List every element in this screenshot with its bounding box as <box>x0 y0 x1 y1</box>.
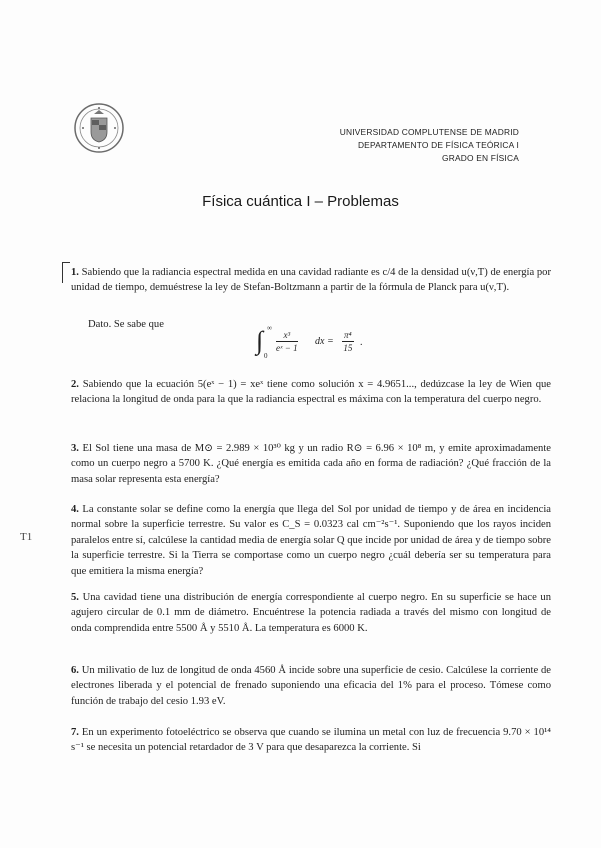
problem-text: Una cavidad tiene una distribución de energía correspondiente al cuerpo negro. En su superficie se hace un agujero circular de 0.1 mm de diámetro. Encuéntrese la potencia radiada a través del mismo con longitud de onda comprendida entre 5500 Å y 5510 Å. La temperatura es 6000 K. <box>71 592 551 634</box>
problem-text: Sabiendo que la ecuación 5(eˣ − 1) = xeˣ tiene como solución x = 4.9651..., dedúzcase la ley de Wien que relaciona la longitud de onda para la que la radiancia espectral es máxima con la temperatura del cuerpo negro. <box>71 379 551 406</box>
integrand-numerator: x³ <box>276 330 298 342</box>
result-denominator: 15 <box>343 343 353 353</box>
problem-4 <box>71 502 551 579</box>
problem-number: 2. <box>71 379 79 390</box>
problem-number: 3. <box>71 443 79 454</box>
hint-label: Dato. <box>88 319 112 330</box>
integrand-fraction <box>276 330 298 354</box>
problem-2 <box>71 377 551 408</box>
problem-text: En un experimento fotoeléctrico se observa que cuando se ilumina un metal con luz de frecuencia 9.70 × 10¹⁴ s⁻¹ se necesita un potencial retardador de 3 V para que desaparezca la corriente. Si <box>71 727 551 754</box>
header-department: DEPARTAMENTO DE FÍSICA TEÓRICA I <box>357 140 519 150</box>
university-seal-icon <box>73 102 125 154</box>
margin-note: T1 <box>20 531 33 543</box>
problem-text: El Sol tiene una masa de M⊙ = 2.989 × 10³⁰ kg y un radio R⊙ = 6.96 × 10⁸ m, y emite aproximadamente como un cuerpo negro a 5700 K. ¿Qué energía es emitida cada año en forma de radiación? ¿Qué fracción de la masa solar representa esta energía? <box>71 443 552 485</box>
problem-1 <box>71 265 551 296</box>
page-title: Física cuántica I – Problemas <box>202 193 399 210</box>
institution-header <box>340 126 519 165</box>
hint-text: Se sabe que <box>113 319 164 330</box>
lower-limit: 0 <box>264 352 268 360</box>
problem-text: Un milivatio de luz de longitud de onda 4560 Å incide sobre una superficie de cesio. Calcúlese la corriente de electrones liberada y el potencial de frenado suponiendo una eficacia del 1% para el proceso. Tómese como función de trabajo del cesio 1.93 eV. <box>71 665 551 707</box>
problem-text: La constante solar se define como la energía que llega del Sol por unidad de tiempo y de área en incidencia normal sobre la superficie terrestre. Su valor es C_S = 0.0323 cal cm⁻²s⁻¹. Suponiendo que los rayos inciden paralelos entre sí, calcúlese la cantidad media de energía solar Q que incide por unidad de área y de tiempo sobre la superficie terrestre. Si la Tierra se comportase como un cuerpo negro ¿cuál debería ser su temperatura para que emitiera la misma energía? <box>71 504 551 577</box>
problem-7 <box>71 725 551 756</box>
upper-limit: ∞ <box>267 324 272 332</box>
problem-number: 5. <box>71 592 79 603</box>
differential: dx = <box>315 336 334 347</box>
problem-text: Sabiendo que la radiancia espectral medida en una cavidad radiante es c/4 de la densidad u(ν,T) de energía por unidad de tiempo, demuéstrese la ley de Stefan-Boltzmann a partir de la fórmula de Planck para u(ν,T). <box>71 267 551 294</box>
header-university: UNIVERSIDAD COMPLUTENSE DE MADRID <box>339 127 519 137</box>
integral-sign: ∫ <box>256 326 264 355</box>
problem-6 <box>71 663 551 709</box>
margin-bracket <box>62 262 70 283</box>
formula-period: . <box>360 337 363 348</box>
problem-number: 4. <box>71 504 79 515</box>
problem-5 <box>71 590 551 636</box>
problem-3 <box>71 441 551 487</box>
result-numerator: π⁴ <box>344 330 352 340</box>
header-degree: GRADO EN FÍSICA <box>442 153 519 163</box>
integrand-denominator: eˣ − 1 <box>276 343 298 353</box>
hint <box>88 319 164 330</box>
integral-formula <box>256 324 366 362</box>
problem-number: 1. <box>71 267 79 278</box>
problem-number: 7. <box>71 727 79 738</box>
problem-number: 6. <box>71 665 79 676</box>
result-fraction <box>342 330 354 354</box>
